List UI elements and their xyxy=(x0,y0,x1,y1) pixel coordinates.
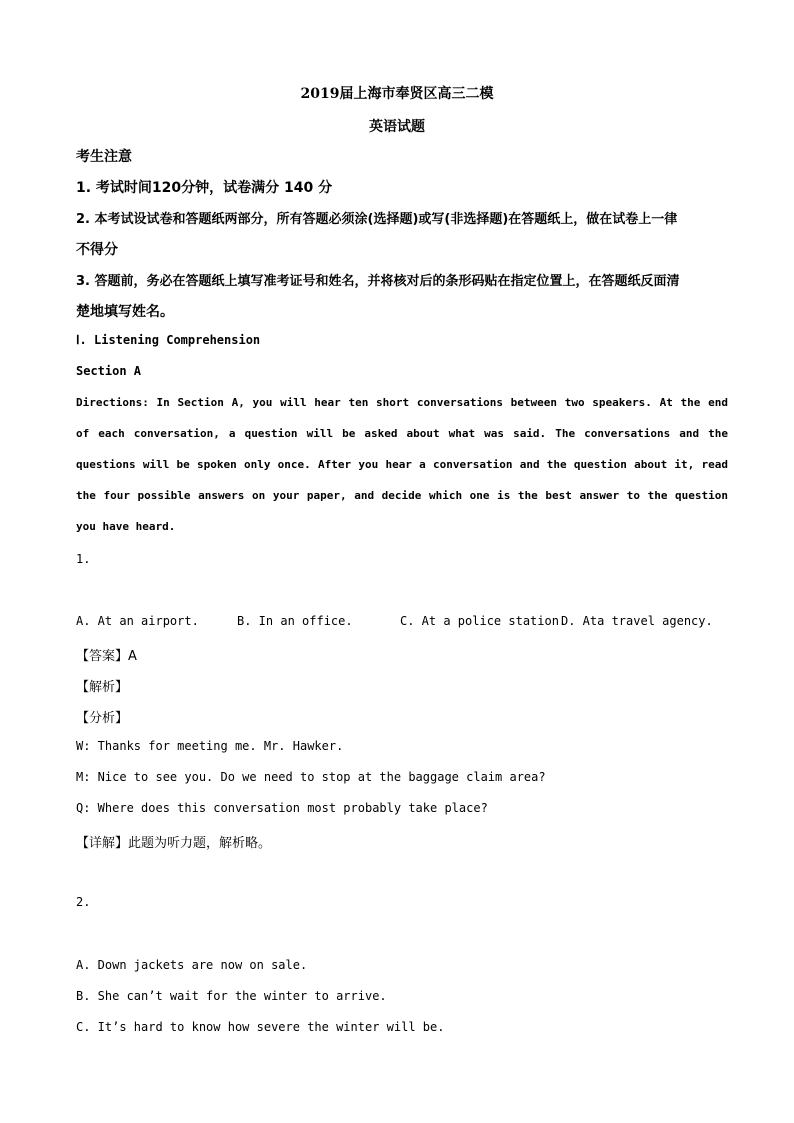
question-2-option-b: B. She can’t wait for the winter to arrive. xyxy=(76,989,387,1003)
part-heading: Ⅰ. Listening Comprehension xyxy=(76,333,261,347)
notice-item-3-line-2: 楚地填写姓名。 xyxy=(76,304,174,320)
directions-line-4: the four possible answers on your paper, and decide which one is the best answer to the question xyxy=(76,489,728,502)
question-1-breakdown-label: 【分析】 xyxy=(76,711,129,726)
directions-line-1: Directions: In Section A, you will hear ten short conversations between two speakers. At the end xyxy=(76,396,728,409)
question-1-option-b: B. In an office. xyxy=(237,614,353,628)
question-1-number: 1. xyxy=(76,552,91,566)
directions-line-3: questions will be spoken only once. After you hear a conversation and the question about it, read xyxy=(76,458,728,471)
directions-line-2: of each conversation, a question will be asked about what was said. The conversations and the xyxy=(76,427,728,440)
question-1-analysis-label: 【解析】 xyxy=(76,680,129,695)
question-2-option-a: A. Down jackets are now on sale. xyxy=(76,958,308,972)
question-1-transcript-m: M: Nice to see you. Do we need to stop at the baggage claim area? xyxy=(76,770,546,784)
question-1-detail: 【详解】此题为听力题，解析略。 xyxy=(76,836,272,851)
notice-item-1: 1. 考试时间120分钟，试卷满分 140 分 xyxy=(76,180,333,196)
notice-item-2-line-2: 不得分 xyxy=(76,242,118,258)
exam-title: 2019届上海市奉贤区高三二模 xyxy=(300,86,494,102)
notice-item-2-line-1: 2. 本考试设试卷和答题纸两部分，所有答题必须涂(选择题)或写(非选择题)在答题纸上，做在试卷上一律 xyxy=(76,212,678,227)
question-1-transcript-w: W: Thanks for meeting me. Mr. Hawker. xyxy=(76,739,344,753)
question-1-option-a: A. At an airport. xyxy=(76,614,199,628)
question-1-answer: 【答案】A xyxy=(76,649,137,664)
exam-subtitle: 英语试题 xyxy=(369,119,425,135)
question-1-option-d: D. Ata travel agency. xyxy=(561,614,713,628)
notice-item-3-line-1: 3. 答题前，务必在答题纸上填写准考证号和姓名，并将核对后的条形码贴在指定位置上，在答题纸反面清 xyxy=(76,274,680,289)
notice-heading: 考生注意 xyxy=(76,149,132,165)
question-2-number: 2. xyxy=(76,895,91,909)
question-1-option-c: C. At a police station. xyxy=(400,614,567,628)
directions-line-5: you have heard. xyxy=(76,520,176,533)
question-1-transcript-q: Q: Where does this conversation most probably take place? xyxy=(76,801,488,815)
question-2-option-c: C. It’s hard to know how severe the winter will be. xyxy=(76,1020,445,1034)
section-heading: Section A xyxy=(76,364,142,378)
